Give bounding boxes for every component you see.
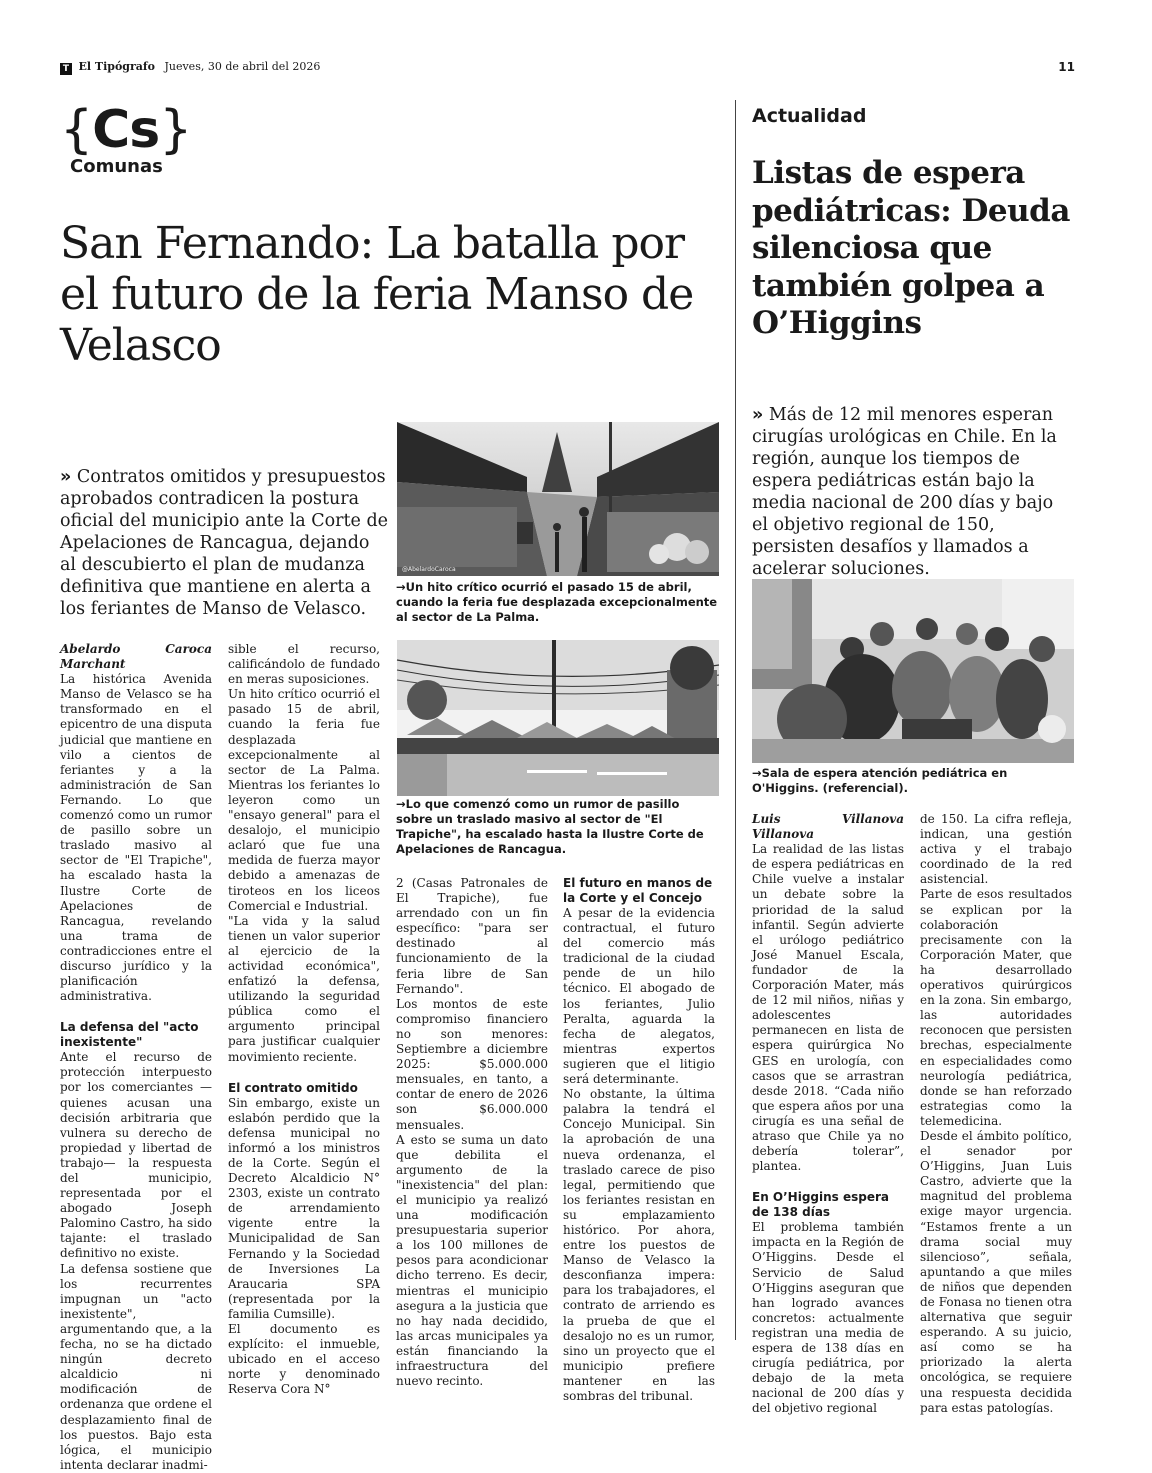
subheading: El futuro en manos de la Corte y el Concejo bbox=[563, 876, 713, 905]
paragraph: El problema también impacta en la Región de O’Higgins. Desde el Servicio de Salud O’Higgins aseguran que han logrado avances concretos: actualmente registran una media de espera de 138 días en cirugía pediátrica, por debajo de la meta nacional de 200 días y del objetivo regional bbox=[752, 1220, 904, 1416]
photo1-caption: →Un hito crítico ocurrió el pasado 15 de abril, cuando la feria fue desplazada excepcionalmente al sector de La Palma. bbox=[396, 580, 718, 624]
paragraph: A pesar de la evidencia contractual, el futuro del comercio más tradicional de la ciudad pende de un hilo técnico. El abogado de los feriantes, Julio Peralta, aguarda la fecha de alegatos, mientras expertos sugieren que el litigio será determinante. bbox=[563, 906, 715, 1087]
byline: Abelardo Caroca Marchant bbox=[60, 642, 212, 672]
paragraph: A esto se suma un dato que debilita el argumento de la "inexistencia" del plan: el municipio ya realizó una modificación presupuestaria superior a los 100 millones de pesos para acondicionar dicho terreno. Es decir, mientras el municipio asegura a la justicia que no hay nada decidido, las arcas municipales ya están financiando la infraestructura del nuevo recinto. bbox=[396, 1132, 548, 1389]
right-article-column-1 bbox=[752, 812, 904, 1416]
lead-left-article bbox=[60, 466, 390, 620]
photo2-caption: →Lo que comenzó como un rumor de pasillo sobre un traslado masivo al sector de "El Trapiche", ha escalado hasta la Ilustre Corte de Apelaciones de Rancagua. bbox=[396, 797, 704, 856]
subheading: El contrato omitido bbox=[228, 1080, 358, 1095]
column-divider bbox=[735, 100, 736, 1340]
issue-date: Jueves, 30 de abril del 2026 bbox=[164, 60, 321, 73]
paragraph: Desde el ámbito político, el senador por O’Higgins, Juan Luis Castro, advierte que la magnitud del problema exige mayor urgencia. “Estamos frente a un drama social muy silencioso”, señala, apuntando a que miles de niños que dependen de Fonasa no tienen otra alternativa que seguir esperando. A su juicio, así como se ha priorizado la alerta oncológica, se requiere una respuesta decidida para estas patologías. bbox=[920, 1128, 1072, 1415]
paragraph: Ante el recurso de protección interpuesto por los comerciantes —quienes acusan una decisión arbitraria que vulnera su derecho de propiedad y libertad de trabajo— la respuesta del municipio, representada por el abogado Joseph Palomino Castro, ha sido tajante: el traslado definitivo no existe. bbox=[60, 1050, 212, 1261]
newspaper-logo-icon: T bbox=[60, 63, 72, 75]
left-article-column-4 bbox=[563, 876, 715, 1404]
paragraph: El documento es explícito: el inmueble, ubicado en el acceso norte y denominado Reserva Cora N° bbox=[228, 1322, 380, 1397]
lead-text: Más de 12 mil menores esperan cirugías urológicas en Chile. En la región, aunque los tiempos de espera pediátricas están bajo la media nacional de 200 días y bajo el objetivo regional de 150, persisten desafíos y llamados a acelerar soluciones. bbox=[752, 405, 1057, 579]
subheading: En O’Higgins espera de 138 días bbox=[752, 1190, 890, 1220]
right-article-column-2 bbox=[920, 812, 1072, 1416]
paragraph: No obstante, la última palabra la tendrá el Concejo Municipal. Sin la aprobación de una nueva ordenanza, el traslado carece de piso legal, permitiendo que los feriantes resistan en su emplazamiento histórico. Por ahora, entre los puestos de Manso de Velasco la desconfianza impera: para los trabajadores, el contrato de arriendo es la prueba de que el desalojo no es un rumor, sino un proyecto que el municipio prefiere mantener en las sombras del tribunal. bbox=[563, 1087, 715, 1403]
section-badge bbox=[60, 100, 190, 190]
photo-feria-street bbox=[397, 422, 719, 576]
paragraph: Parte de esos resultados se explican por la colaboración precisamente con la Corporación Mater, que ha desarrollado operativos quirúrgicos en la zona. Sin embargo, las autoridades reconocen que persisten brechas, especialmente en especialidades como neurología pediátrica, donde se han reforzado estrategias como la telemedicina. bbox=[920, 887, 1072, 1128]
photo-feria-tents bbox=[397, 640, 719, 796]
headline-right-article: Listas de espera pediátricas: Deuda silenciosa que también golpea a O’Higgins bbox=[752, 155, 1070, 341]
section-label: Comunas bbox=[70, 156, 163, 177]
paragraph: "La vida y la salud tienen un valor superior al ejercicio de la actividad económica", enfatizó la defensa, utilizando la seguridad pública como el argumento principal para justificar cualquier movimiento reciente. bbox=[228, 913, 380, 1064]
masthead bbox=[60, 60, 1075, 78]
paragraph: Un hito crítico ocurrió el pasado 15 de abril, cuando la feria fue desplazada excepcionalmente al sector de La Palma. Mientras los feriantes lo leyeron como un "ensayo general" para el desalojo, el municipio aclaró que fue una medida de fuerza mayor debido a amenazas de tiroteos en los liceos Comercial e Industrial. bbox=[228, 687, 380, 913]
headline-left-article: San Fernando: La batalla por el futuro de la feria Manso de Velasco bbox=[60, 218, 694, 371]
badge-code: Cs bbox=[92, 100, 160, 160]
byline: Luis Villanova Villanova bbox=[752, 812, 904, 842]
photo3-caption: →Sala de espera atención pediátrica en O'Higgins. (referencial). bbox=[752, 766, 1008, 795]
paragraph: sible el recurso, calificándolo de fundado en meras suposiciones. bbox=[228, 642, 380, 687]
left-article-column-2 bbox=[228, 642, 380, 1398]
lead-marker-icon: » bbox=[60, 467, 72, 487]
paragraph: La defensa sostiene que los recurrentes impugnan un "acto inexistente", argumentando que, a la fecha, no se ha dictado ningún decreto alcaldicio ni modificación de ordenanza que ordene el desplazamiento final de los puestos. Bajo esta lógica, el municipio intenta declarar inadmi- bbox=[60, 1261, 212, 1472]
badge-close-brace: } bbox=[159, 100, 192, 160]
photo-pediatric-waiting-room bbox=[752, 579, 1074, 763]
paragraph: 2 (Casas Patronales de El Trapiche), fue arrendado con un fin específico: "para ser destinado al funcionamiento de la feria libre de San Fernando". bbox=[396, 876, 548, 996]
subheading: La defensa del "acto inexistente" bbox=[60, 1020, 199, 1050]
photo-credit: @AbelardoCaroca bbox=[402, 566, 456, 573]
paragraph: Sin embargo, existe un eslabón perdido que la defensa municipal no informó a los ministros de la Corte. Según el Decreto Alcaldicio N° 2303, existe un contrato de arrendamiento vigente entre la Municipalidad de San Fernando y la Sociedad de Inversiones La Araucaria SPA (representada por la familia Cumsille). bbox=[228, 1095, 380, 1321]
newspaper-name: El Tipógrafo bbox=[78, 60, 155, 73]
left-article-column-3 bbox=[396, 876, 548, 1389]
badge-open-brace: { bbox=[60, 100, 93, 160]
paragraph: La histórica Avenida Manso de Velasco se ha transformado en el epicentro de una disputa judicial que mantiene en vilo a cientos de feriantes y a la administración de San Fernando. Lo que comenzó como un rumor de pasillo sobre un traslado masivo al sector de "El Trapiche", ha escalado hasta la Ilustre Corte de Apelaciones de Rancagua, revelando una trama de contradicciones entre el discurso jurídico y la planificación administrativa. bbox=[60, 672, 212, 1004]
paragraph: de 150. La cifra refleja, indican, una gestión activa y el trabajo coordinado de la red asistencial. bbox=[920, 812, 1072, 887]
lead-marker-icon: » bbox=[752, 405, 764, 425]
section-label-right: Actualidad bbox=[752, 105, 867, 127]
left-article-column-1 bbox=[60, 642, 212, 1473]
paragraph: La realidad de las listas de espera pediátricas en Chile vuelve a instalar un debate sobre la prioridad de la salud infantil. Según advierte el urólogo pediátrico José Manuel Escala, fundador de la Corporación Mater, más de 12 mil niños, niñas y adolescentes permanecen en lista de espera quirúrgica No GES en urología, con casos que se arrastran desde 2018. “Cada niño que espera años por una cirugía es una señal de atraso que Chile ya no debería tolerar”, plantea. bbox=[752, 842, 904, 1174]
paragraph: Los montos de este compromiso financiero no son menores: Septiembre a diciembre 2025: $5.000.000 mensuales, en tanto, a contar de enero de 2026 son $6.000.000 mensuales. bbox=[396, 996, 548, 1132]
lead-text: Contratos omitidos y presupuestos aprobados contradicen la postura oficial del municipio ante la Corte de Apelaciones de Rancagua, dejando al descubierto el plan de mudanza definitiva que mantiene en alerta a los feriantes de Manso de Velasco. bbox=[60, 467, 388, 619]
page-number: 11 bbox=[1058, 60, 1075, 74]
lead-right-article bbox=[752, 404, 1072, 580]
